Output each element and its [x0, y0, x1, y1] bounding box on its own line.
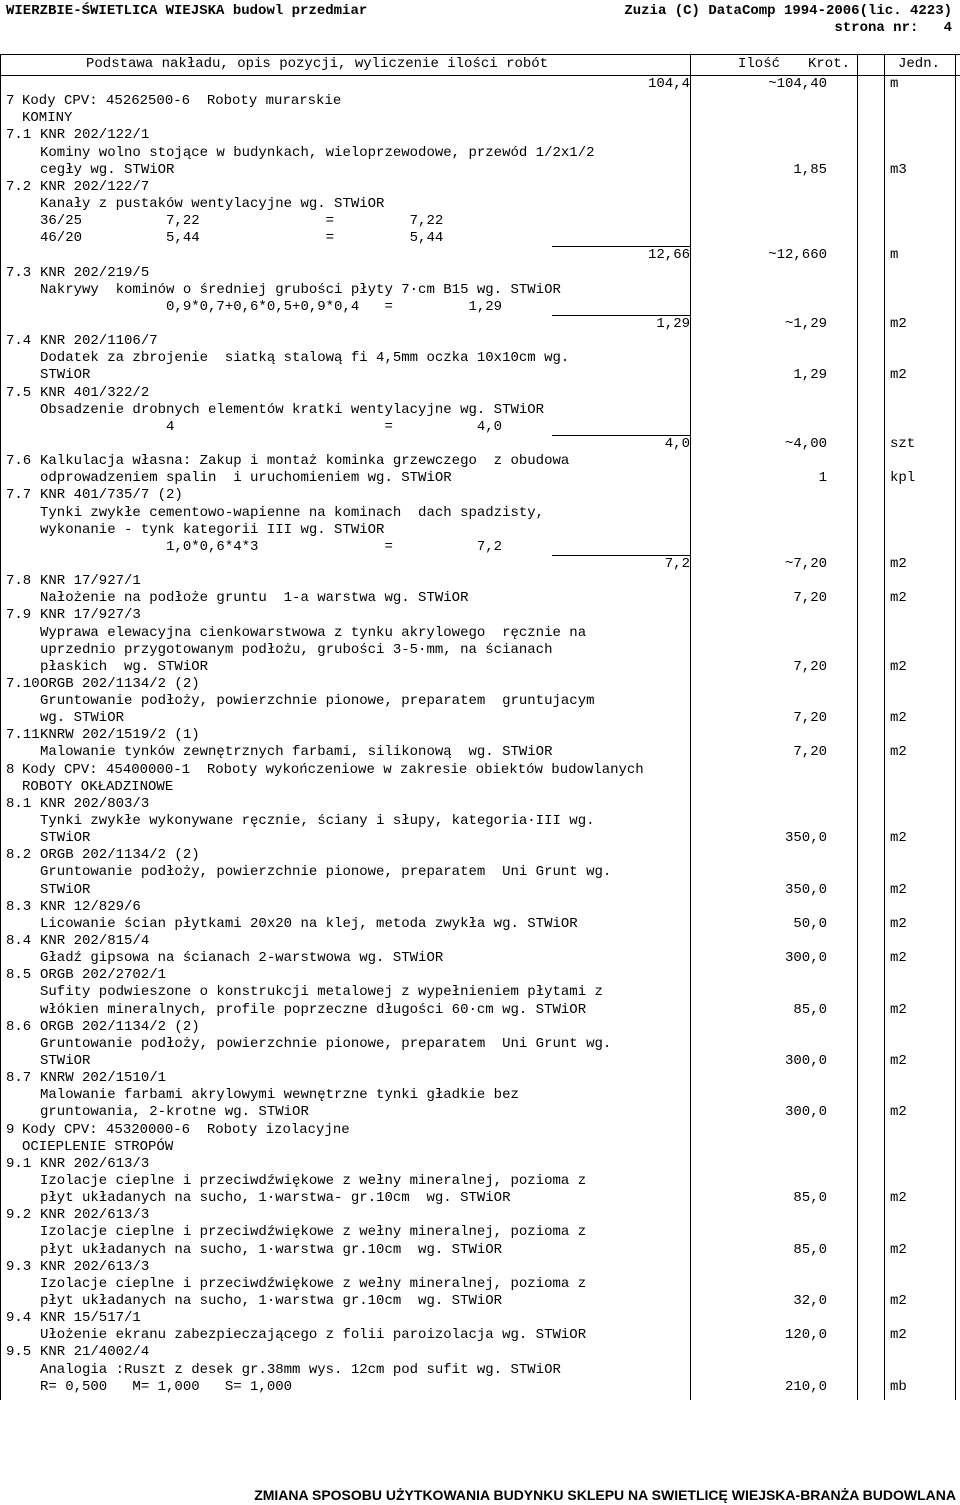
position-number: 7.6: [6, 453, 32, 470]
position-description: Izolacje cieplne i przeciwdźwiękowe z wełny mineralnej, pozioma z: [40, 1275, 587, 1292]
position-description: ORGB 202/2702/1: [40, 967, 167, 984]
unit-value: szt: [890, 435, 916, 452]
table-row: [0, 625, 960, 642]
table-row: [0, 1122, 960, 1139]
table-row: [0, 556, 960, 573]
table-row: [0, 1139, 960, 1156]
subsection-heading: OCIEPLENIE STROPÓW: [22, 1138, 174, 1155]
table-row: [0, 916, 960, 933]
table-row: [0, 1190, 960, 1207]
position-description: gruntowania, 2-krotne wg. STWiOR: [40, 1104, 309, 1121]
multiplied-quantity: 300,0: [784, 1053, 827, 1070]
table-row: [0, 967, 960, 984]
position-description: STWiOR: [40, 830, 91, 847]
position-description: KNR 202/803/3: [40, 795, 150, 812]
table-row: [0, 1002, 960, 1019]
position-description: KNR 202/122/7: [40, 178, 150, 195]
position-description: Analogia :Ruszt z desek gr.38mm wys. 12cm pod sufit wg. STWiOR: [40, 1361, 561, 1378]
table-row: [0, 950, 960, 967]
table-row: [0, 813, 960, 830]
position-description: KNR 202/613/3: [40, 1258, 150, 1275]
table-row: [0, 659, 960, 676]
position-description: ORGB 202/1134/2 (2): [40, 1018, 200, 1035]
position-number: 8.3: [6, 898, 32, 915]
table-row: [0, 93, 960, 110]
table-row: [0, 505, 960, 522]
unit-value: m2: [890, 555, 907, 572]
multiplied-quantity: 7,20: [793, 744, 827, 761]
section-heading: Kody CPV: 45400000-1 Roboty wykończeniowe w zakresie obiektów budowlanych: [22, 761, 644, 778]
position-description: Dodatek za zbrojenie siatką stalową fi 4,5mm oczka 10x10cm wg.: [40, 350, 570, 367]
multiplied-quantity: 350,0: [784, 830, 827, 847]
position-number: 8.5: [6, 967, 32, 984]
multiplied-quantity: 7,20: [793, 658, 827, 675]
table-row: [0, 864, 960, 881]
unit-value: mb: [890, 1378, 907, 1395]
table-row: [0, 676, 960, 693]
table-row: [0, 744, 960, 761]
unit-value: m2: [890, 1190, 907, 1207]
table-row: [0, 230, 960, 247]
position-description: Malowanie farbami akrylowymi wewnętrzne tynki gładkie bez: [40, 1087, 519, 1104]
table-row: [0, 436, 960, 453]
unit-value: m2: [890, 1241, 907, 1258]
position-number: 9: [6, 1121, 15, 1138]
multiplied-quantity: ~7,20: [784, 555, 827, 572]
table-row: [0, 1036, 960, 1053]
column-header-desc: Podstawa nakładu, opis pozycji, wyliczenie ilości robót: [86, 56, 549, 72]
position-description: KNR 202/219/5: [40, 264, 150, 281]
position-number: 9.3: [6, 1258, 32, 1275]
position-description: Wyprawa elewacyjna cienkowarstwowa z tynku akrylowego ręcznie na: [40, 624, 587, 641]
position-number: 8.7: [6, 1070, 32, 1087]
unit-value: m2: [890, 744, 907, 761]
column-header-unit: Jedn.: [898, 56, 941, 72]
page-number: strona nr: 4: [834, 20, 952, 36]
unit-value: m: [890, 76, 899, 92]
column-header-row: [0, 54, 960, 76]
table-row: [0, 1156, 960, 1173]
multiplied-quantity: 50,0: [793, 915, 827, 932]
position-description: KNR 401/322/2: [40, 384, 150, 401]
table-row: [0, 796, 960, 813]
table-row: [0, 762, 960, 779]
position-number: 7: [6, 93, 15, 110]
position-description: Kalkulacja własna: Zakup i montaż kominka grzewczego z obudowa: [40, 453, 570, 470]
table-row: [0, 899, 960, 916]
unit-value: m: [890, 247, 899, 264]
position-description: 0,9*0,7+0,6*0,5+0,9*0,4 = 1,29: [40, 298, 503, 315]
table-row: [0, 367, 960, 384]
unit-value: m2: [890, 1001, 907, 1018]
table-row: [0, 76, 960, 93]
position-number: 7.8: [6, 573, 32, 590]
position-number: 8.6: [6, 1018, 32, 1035]
table-row: [0, 145, 960, 162]
quantity-value: 7,2: [664, 555, 690, 572]
table-row: [0, 282, 960, 299]
position-number: 7.4: [6, 333, 32, 350]
multiplied-quantity: ~12,660: [768, 247, 827, 264]
position-number: 9.5: [6, 1344, 32, 1361]
table-row: [0, 1070, 960, 1087]
position-description: Nałożenie na podłoże gruntu 1-a warstwa wg. STWiOR: [40, 590, 469, 607]
position-number: 7.10: [6, 675, 40, 692]
multiplied-quantity: 7,20: [793, 710, 827, 727]
unit-value: kpl: [890, 470, 916, 487]
table-row: [0, 487, 960, 504]
table-row: [0, 1224, 960, 1241]
position-number: 7.9: [6, 607, 32, 624]
position-description: uprzednio przygotowanym podłożu, grubości 3-5·mm, na ścianach: [40, 641, 553, 658]
position-description: Malowanie tynków zewnętrznych farbami, silikonową wg. STWiOR: [40, 744, 553, 761]
position-description: Kanały z pustaków wentylacyjne wg. STWiOR: [40, 195, 385, 212]
section-heading: Kody CPV: 45320000-6 Roboty izolacyjne: [22, 1121, 350, 1138]
table-row: [0, 196, 960, 213]
table-row: [0, 573, 960, 590]
table-row: [0, 247, 960, 264]
table-row: [0, 882, 960, 899]
unit-value: m2: [890, 1104, 907, 1121]
position-description: płyt układanych na sucho, 1·warstwa- gr.10cm wg. STWiOR: [40, 1190, 511, 1207]
position-description: Nakrywy kominów o średniej grubości płyty 7·cm B15 wg. STWiOR: [40, 281, 561, 298]
position-description: KNR 202/1106/7: [40, 333, 158, 350]
table-row: [0, 1053, 960, 1070]
position-number: 7.7: [6, 487, 32, 504]
position-description: płyt układanych na sucho, 1·warstwa gr.10cm wg. STWiOR: [40, 1292, 503, 1309]
unit-value: m2: [890, 881, 907, 898]
position-description: KNR 202/122/1: [40, 127, 150, 144]
table-row: [0, 1259, 960, 1276]
quantity-value: 1,29: [656, 315, 690, 332]
position-description: KNR 202/613/3: [40, 1207, 150, 1224]
position-description: STWiOR: [40, 367, 91, 384]
position-description: Gruntowanie podłoży, powierzchnie pionowe, preparatem Uni Grunt wg.: [40, 864, 612, 881]
position-number: 8.4: [6, 933, 32, 950]
table-row: [0, 984, 960, 1001]
multiplied-quantity: ~1,29: [784, 315, 827, 332]
position-description: Ułożenie ekranu zabezpieczającego z folii paroizolacja wg. STWiOR: [40, 1327, 587, 1344]
table-row: [0, 402, 960, 419]
table-row: [0, 710, 960, 727]
table-row: [0, 539, 960, 556]
table-row: [0, 1362, 960, 1379]
position-description: wg. STWiOR: [40, 710, 125, 727]
unit-value: m2: [890, 830, 907, 847]
position-description: płyt układanych na sucho, 1·warstwa gr.10cm wg. STWiOR: [40, 1241, 503, 1258]
quantity-value: 4,0: [664, 435, 690, 452]
position-description: KNR 202/815/4: [40, 933, 150, 950]
position-description: KNR 202/613/3: [40, 1155, 150, 1172]
position-description: płaskich wg. STWiOR: [40, 658, 209, 675]
multiplied-quantity: 1,85: [793, 161, 827, 178]
position-description: KNR 12/829/6: [40, 898, 141, 915]
table-row: [0, 1104, 960, 1121]
table-row: [0, 316, 960, 333]
position-description: Gruntowanie podłoży, powierzchnie pionowe, preparatem gruntujacym: [40, 693, 595, 710]
position-number: 8.1: [6, 795, 32, 812]
table-row: [0, 385, 960, 402]
position-number: 7.11: [6, 727, 40, 744]
table-row: [0, 1207, 960, 1224]
position-description: KNR 21/4002/4: [40, 1344, 150, 1361]
software-info: Zuzia (C) DataComp 1994-2006(lic. 4223): [624, 3, 952, 19]
unit-value: m2: [890, 710, 907, 727]
table-row: [0, 522, 960, 539]
quantity-value: 12,66: [647, 247, 690, 264]
table-row: [0, 110, 960, 127]
unit-value: m2: [890, 315, 907, 332]
table-row: [0, 1242, 960, 1259]
position-description: 4 = 4,0: [40, 418, 503, 435]
table-row: [0, 265, 960, 282]
table-row: [0, 1173, 960, 1190]
table-body: [0, 76, 960, 1396]
table-row: [0, 590, 960, 607]
position-number: 7.2: [6, 178, 32, 195]
unit-value: m2: [890, 1292, 907, 1309]
position-description: Sufity podwieszone o konstrukcji metalowej z wypełnieniem płytami z: [40, 984, 603, 1001]
unit-value: m2: [890, 915, 907, 932]
position-description: Obsadzenie drobnych elementów kratki wentylacyjne wg. STWiOR: [40, 401, 545, 418]
table-row: [0, 1276, 960, 1293]
table-row: [0, 1379, 960, 1396]
table-row: [0, 127, 960, 144]
table-row: [0, 1087, 960, 1104]
position-description: Gruntowanie podłoży, powierzchnie pionowe, preparatem Uni Grunt wg.: [40, 1035, 612, 1052]
position-description: Gładź gipsowa na ścianach 2-warstwowa wg. STWiOR: [40, 950, 444, 967]
multiplied-quantity: 350,0: [784, 881, 827, 898]
position-description: KNRW 202/1510/1: [40, 1070, 167, 1087]
multiplied-quantity: 1: [818, 470, 827, 487]
table-row: [0, 1310, 960, 1327]
position-number: 7.1: [6, 127, 32, 144]
multiplied-quantity: ~4,00: [784, 435, 827, 452]
document-header-right: [624, 3, 952, 37]
table-row: [0, 779, 960, 796]
cost-table: [0, 54, 960, 1400]
position-description: 1,0*0,6*4*3 = 7,2: [40, 538, 503, 555]
quantity-value: 104,4: [647, 76, 690, 92]
table-row: [0, 830, 960, 847]
position-number: 8: [6, 761, 15, 778]
position-number: 7.5: [6, 384, 32, 401]
position-description: 36/25 7,22 = 7,22: [40, 213, 444, 230]
position-description: Izolacje cieplne i przeciwdźwiękowe z wełny mineralnej, pozioma z: [40, 1173, 587, 1189]
position-description: Izolacje cieplne i przeciwdźwiękowe z wełny mineralnej, pozioma z: [40, 1224, 587, 1241]
position-number: 7.3: [6, 264, 32, 281]
document-title: WIERZBIE-ŚWIETLICA WIEJSKA budowl przedmiar: [6, 3, 368, 19]
table-row: [0, 470, 960, 487]
unit-value: m2: [890, 590, 907, 607]
multiplied-quantity: 300,0: [784, 950, 827, 967]
position-description: włókien mineralnych, profile poprzeczne długości 60·cm wg. STWiOR: [40, 1001, 587, 1018]
table-row: [0, 333, 960, 350]
multiplied-quantity: 85,0: [793, 1001, 827, 1018]
multiplied-quantity: 210,0: [784, 1378, 827, 1395]
table-row: [0, 213, 960, 230]
position-number: 9.4: [6, 1310, 32, 1327]
position-description: Kominy wolno stojące w budynkach, wieloprzewodowe, przewód 1/2x1/2: [40, 144, 595, 161]
multiplied-quantity: 85,0: [793, 1241, 827, 1258]
multiplied-quantity: 300,0: [784, 1104, 827, 1121]
multiplied-quantity: 85,0: [793, 1190, 827, 1207]
position-description: odprowadzeniem spalin i uruchomieniem wg. STWiOR: [40, 470, 452, 487]
unit-value: m2: [890, 367, 907, 384]
unit-value: m2: [890, 950, 907, 967]
table-row: [0, 847, 960, 864]
multiplied-quantity: 120,0: [784, 1327, 827, 1344]
position-description: KNR 401/735/7 (2): [40, 487, 183, 504]
position-description: wykonanie - tynk kategorii III wg. STWiOR: [40, 521, 385, 538]
column-header-qty: Ilość: [738, 56, 781, 72]
column-header-krot: Krot.: [808, 56, 851, 72]
section-heading: Kody CPV: 45262500-6 Roboty murarskie: [22, 93, 342, 110]
table-row: [0, 1344, 960, 1361]
table-row: [0, 1327, 960, 1344]
unit-value: m3: [890, 161, 907, 178]
position-description: ORGB 202/1134/2 (2): [40, 847, 200, 864]
position-description: Tynki zwykłe wykonywane ręcznie, ściany i słupy, kategoria·III wg.: [40, 813, 595, 830]
position-description: Licowanie ścian płytkami 20x20 na klej, metoda zwykła wg. STWiOR: [40, 915, 578, 932]
table-row: [0, 179, 960, 196]
position-description: KNR 17/927/3: [40, 607, 141, 624]
position-description: KNR 15/517/1: [40, 1310, 141, 1327]
position-description: ORGB 202/1134/2 (2): [40, 675, 200, 692]
unit-value: m2: [890, 1327, 907, 1344]
position-description: 46/20 5,44 = 5,44: [40, 230, 444, 247]
table-row: [0, 727, 960, 744]
document-footer: ZMIANA SPOSOBU UŻYTKOWANIA BUDYNKU SKLEPU NA SWIETLICĘ WIEJSKA-BRANŻA BUDOWLANA: [254, 1487, 956, 1503]
table-row: [0, 419, 960, 436]
subsection-heading: KOMINY: [22, 110, 73, 127]
position-description: STWiOR: [40, 881, 91, 898]
table-row: [0, 299, 960, 316]
position-number: 9.2: [6, 1207, 32, 1224]
multiplied-quantity: 1,29: [793, 367, 827, 384]
position-description: R= 0,500 M= 1,000 S= 1,000: [40, 1378, 293, 1395]
subsection-heading: ROBOTY OKŁADZINOWE: [22, 778, 174, 795]
position-description: cegły wg. STWiOR: [40, 161, 175, 178]
position-description: Tynki zwykłe cementowo-wapienne na kominach dach spadzisty,: [40, 504, 545, 521]
position-description: STWiOR: [40, 1053, 91, 1070]
table-row: [0, 453, 960, 470]
multiplied-quantity: ~104,40: [768, 76, 827, 92]
position-description: KNRW 202/1519/2 (1): [40, 727, 200, 744]
table-row: [0, 642, 960, 659]
table-row: [0, 1293, 960, 1310]
table-row: [0, 607, 960, 624]
unit-value: m2: [890, 1053, 907, 1070]
table-row: [0, 350, 960, 367]
table-row: [0, 162, 960, 179]
multiplied-quantity: 7,20: [793, 590, 827, 607]
table-row: [0, 693, 960, 710]
position-description: KNR 17/927/1: [40, 573, 141, 590]
table-row: [0, 1019, 960, 1036]
table-row: [0, 933, 960, 950]
unit-value: m2: [890, 658, 907, 675]
position-number: 9.1: [6, 1155, 32, 1172]
position-number: 8.2: [6, 847, 32, 864]
multiplied-quantity: 32,0: [793, 1292, 827, 1309]
